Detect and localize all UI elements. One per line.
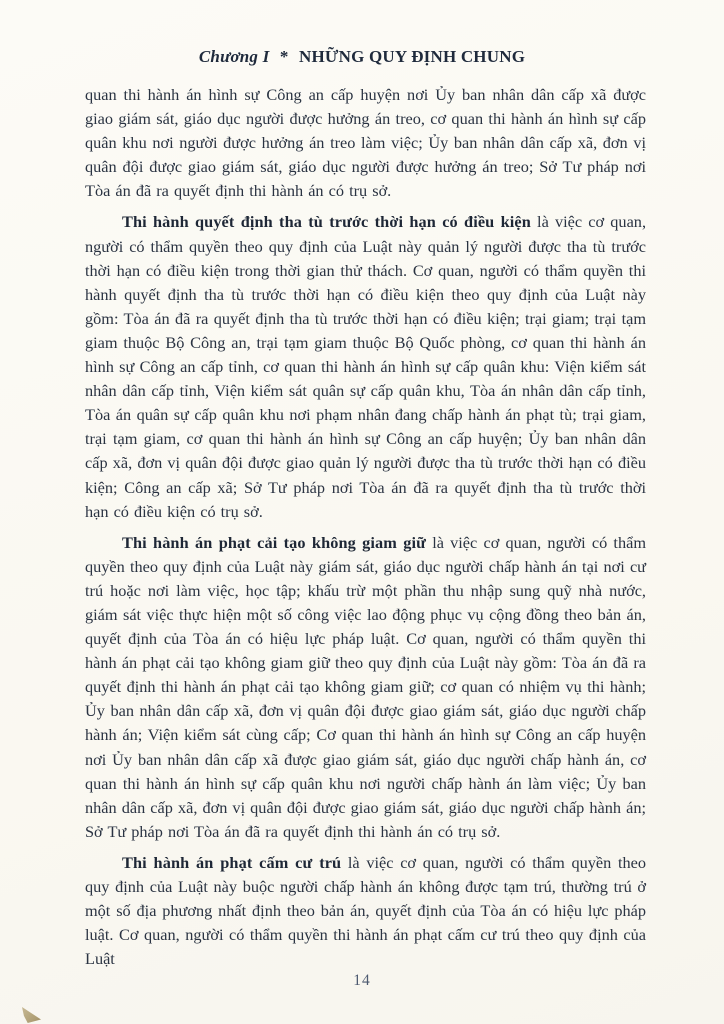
paragraph-text: quan thi hành án hình sự Công an cấp huyện nơi Ủy ban nhân dân cấp xã được giao giám sát, giáo dục người được hưởng án treo, cơ quan thi hành án hình sự cấp quân khu nơi người được hưởng án treo làm việc; Ủy ban nhân dân cấp xã, đơn vị quân đội được giao giám sát, giáo dục người được hưởng án treo; Sở Tư pháp nơi Tòa án đã ra quyết định thi hành án có trụ sở.	[85, 85, 646, 201]
paragraph	[85, 851, 646, 971]
chapter-number: Chương I	[198, 47, 270, 66]
paragraph-text: là việc cơ quan, người có thẩm quyền theo quy định của Luật này giám sát, giáo dục người chấp hành án tại nơi cư trú hoặc nơi làm việc, học tập; khấu trừ một phần thu nhập sung quỹ nhà nước, giám sát việc thực hiện một số công việc lao động phục vụ cộng đồng theo bản án, quyết định của Tòa án có hiệu lực pháp luật. Cơ quan, người có thẩm quyền thi hành án phạt cải tạo không giam giữ theo quy định của Luật này gồm: Tòa án đã ra quyết định thi hành án phạt cải tạo không giam giữ; cơ quan có nhiệm vụ thi hành; Ủy ban nhân dân cấp xã, đơn vị quân đội được giao giám sát, giáo dục người chấp hành án; Viện kiểm sát cùng cấp; Cơ quan thi hành án hình sự Công an cấp huyện nơi Ủy ban nhân dân cấp xã được giao giám sát, giáo dục người chấp hành án, cơ quan thi hành án hình sự cấp quân khu nơi người chấp hành án làm việc; Ủy ban nhân dân cấp xã, đơn vị quân đội được giao giám sát, giáo dục người chấp hành án; Sở Tư pháp nơi Tòa án đã ra quyết định thi hành án có trụ sở.	[85, 532, 646, 841]
paragraph	[85, 531, 646, 844]
paragraph-bold-lead: Thi hành án phạt cải tạo không giam giữ	[122, 532, 426, 552]
page-footer	[0, 972, 724, 990]
paragraph-bold-lead: Thi hành án phạt cấm cư trú	[122, 852, 342, 872]
paragraph-bold-lead: Thi hành quyết định tha tù trước thời hạn có điều kiện	[122, 212, 531, 232]
bookmark-triangle-icon	[22, 1007, 41, 1023]
page-body	[85, 83, 646, 978]
page-number: 14	[353, 972, 371, 989]
paragraph-text: là việc cơ quan, người có thẩm quyền theo quy định của Luật này buộc người chấp hành án không được tạm trú, thường trú ở một số địa phương nhất định theo bản án, quyết định của Tòa án có hiệu lực pháp luật. Cơ quan, người có thẩm quyền thi hành án phạt cấm cư trú theo quy định của Luật	[85, 852, 646, 969]
chapter-separator: *	[279, 47, 289, 66]
paragraph	[85, 210, 646, 523]
paragraph-text: là việc cơ quan, người có thẩm quyền theo quy định của Luật này quản lý người được tha tù trước thời hạn có điều kiện trong thời gian thử thách. Cơ quan, người có thẩm quyền thi hành quyết định tha tù trước thời hạn có điều kiện theo quy định của Luật này gồm: Tòa án đã ra quyết định tha tù trước thời hạn có điều kiện; trại giam; trại tạm giam thuộc Bộ Công an, trại tạm giam thuộc Bộ Quốc phòng, cơ quan thi hành án hình sự Công an cấp tỉnh, cơ quan thi hành án hình sự cấp quân khu: Viện kiểm sát nhân dân cấp tỉnh, Viện kiểm sát quân sự cấp quân khu, Tòa án nhân dân cấp tỉnh, Tòa án quân sự cấp quân khu nơi phạm nhân đang chấp hành án phạt tù; trại giam, trại tạm giam, cơ quan thi hành án hình sự Công an cấp huyện; Ủy ban nhân dân cấp xã, đơn vị quân đội được giao quản lý người được tha tù trước thời hạn có điều kiện; Công an cấp xã; Sở Tư pháp nơi Tòa án đã ra quyết định tha tù trước thời hạn có điều kiện có trụ sở.	[85, 212, 647, 521]
paragraph	[85, 83, 646, 203]
chapter-title: NHỮNG QUY ĐỊNH CHUNG	[299, 47, 526, 66]
chapter-header	[0, 47, 724, 67]
